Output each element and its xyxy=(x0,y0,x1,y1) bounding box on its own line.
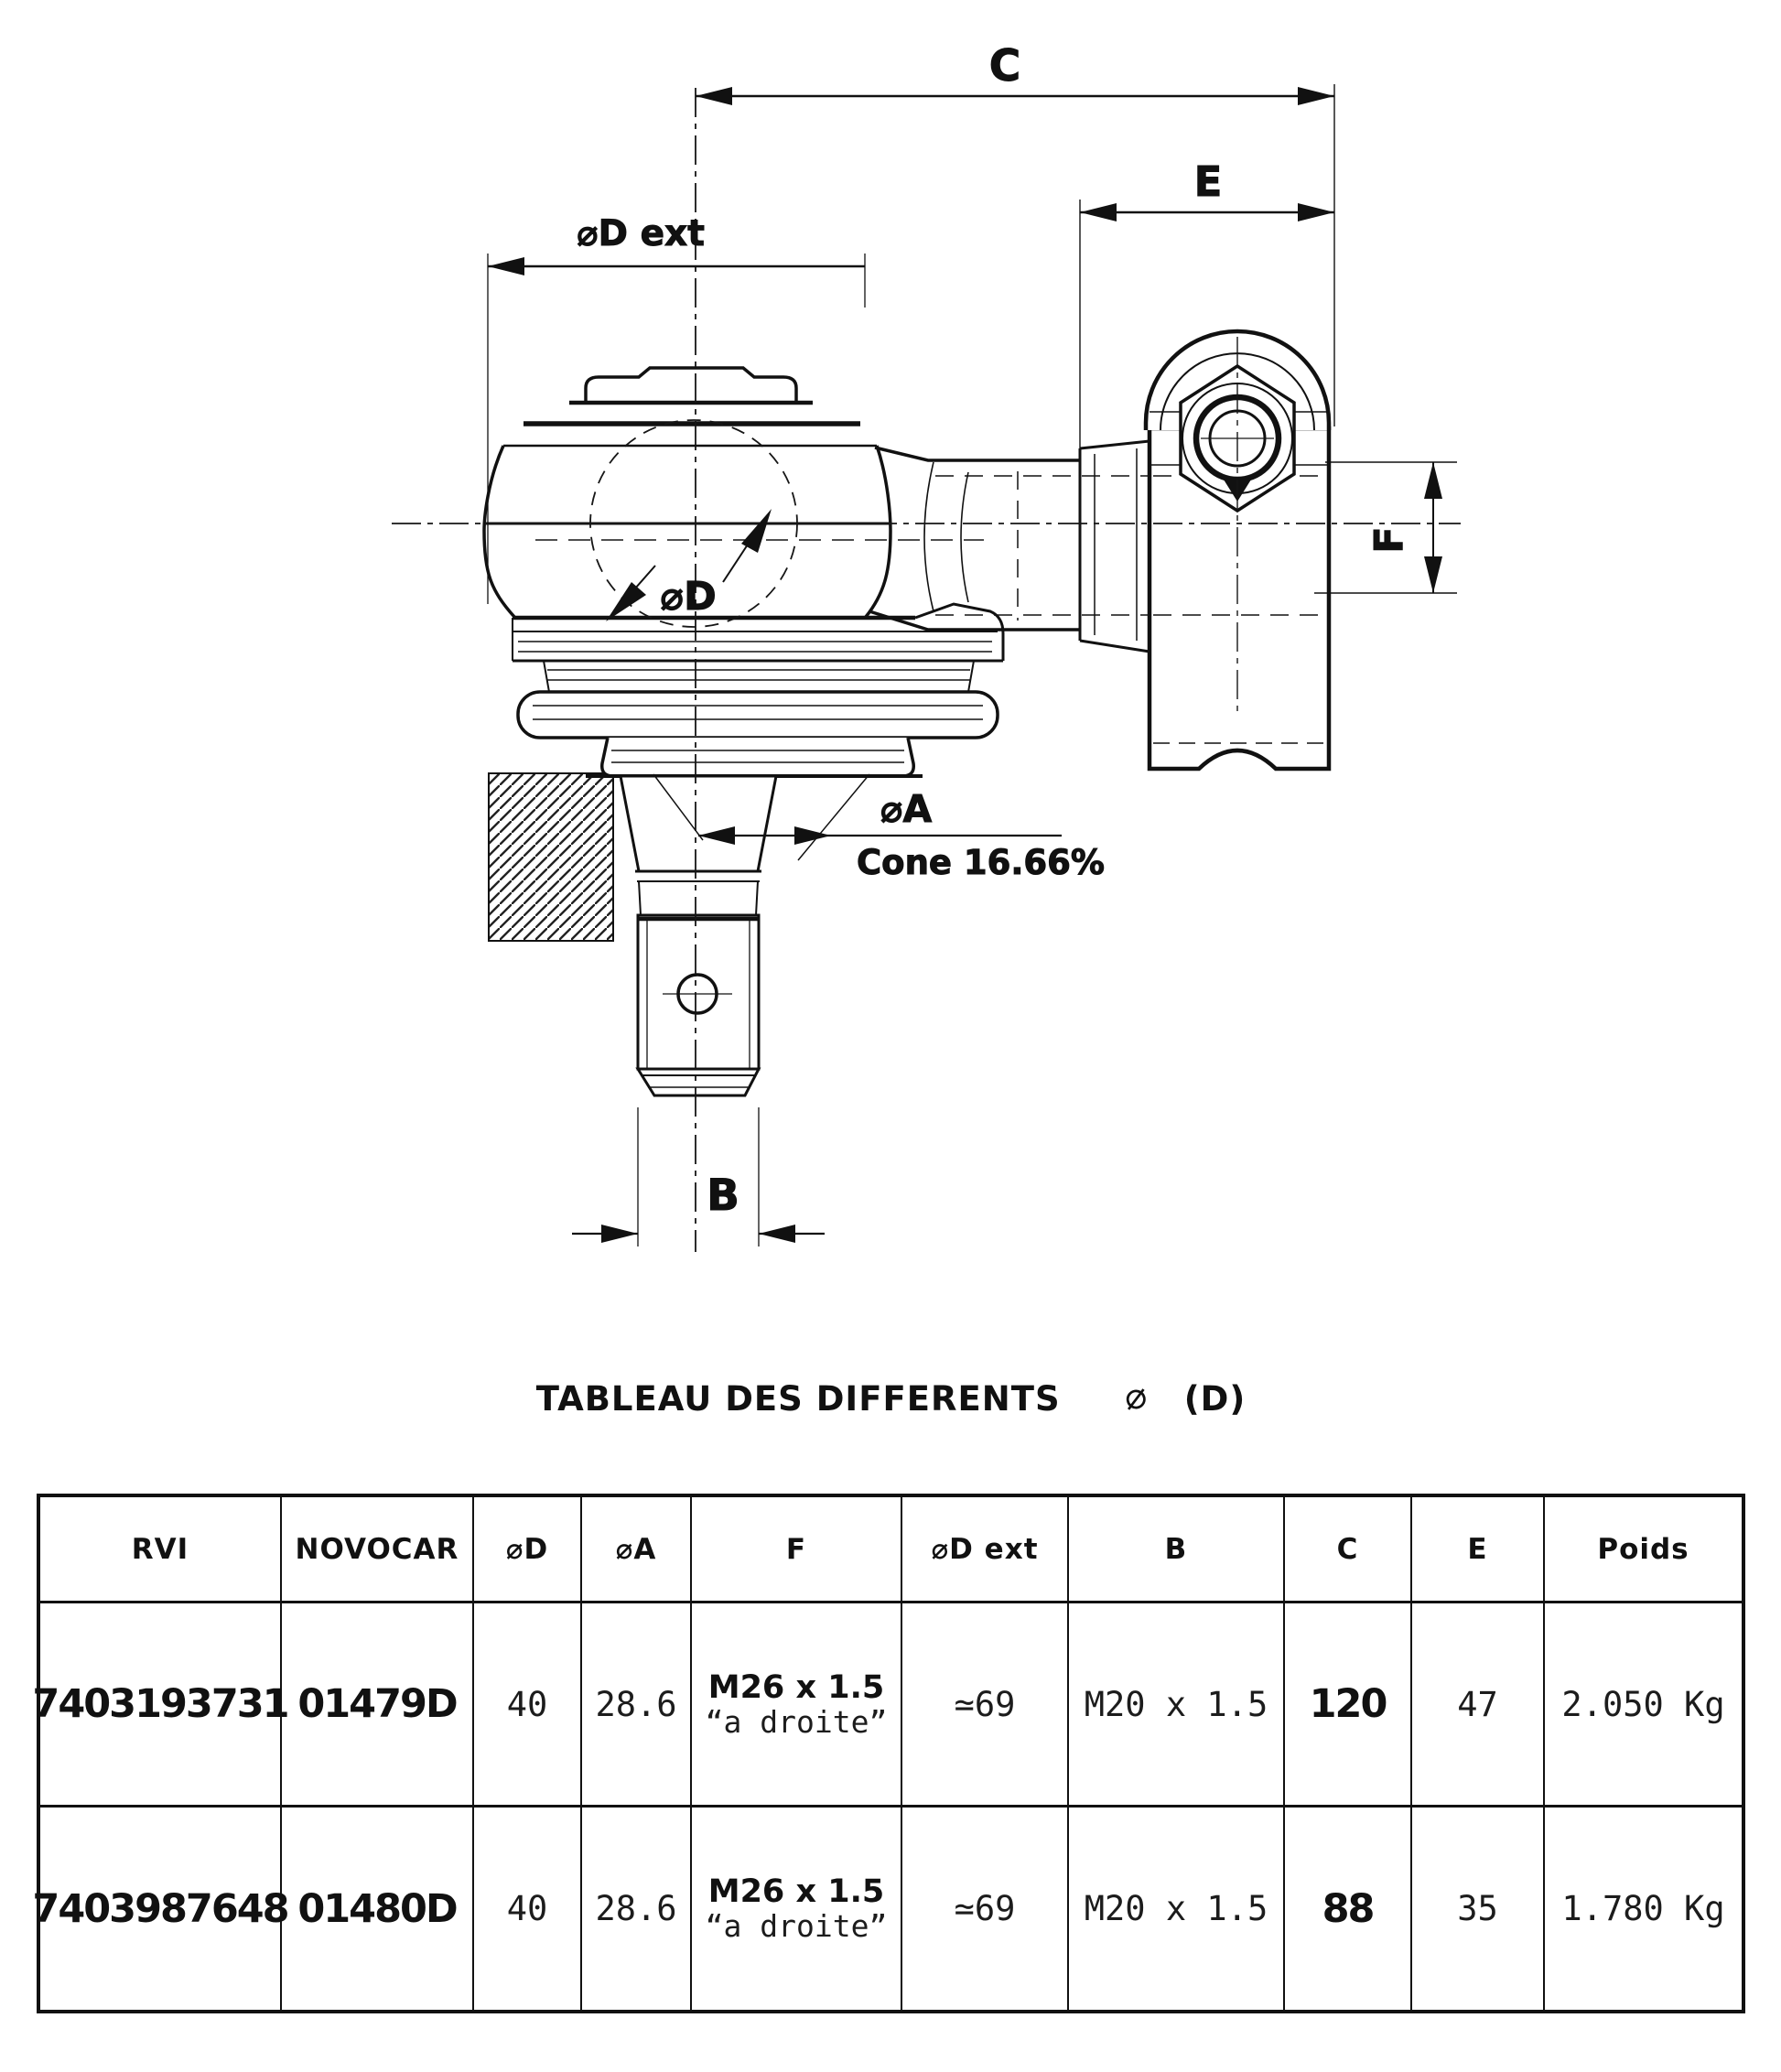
spec-table xyxy=(32,1494,1745,2013)
row2-d: 40 xyxy=(474,1808,582,2010)
row1-c: 120 xyxy=(1285,1603,1412,1808)
mounting-wall-section xyxy=(489,773,613,941)
dimension-f xyxy=(1314,462,1457,593)
col-header-novocar: NOVOCAR xyxy=(282,1497,474,1603)
dimension-b xyxy=(572,1107,825,1246)
row1-f: M26 x 1.5 “a droite” xyxy=(692,1603,902,1808)
dim-c-label: C xyxy=(988,41,1021,92)
row1-d-ext: ≃69 xyxy=(902,1603,1069,1808)
sphere-callout xyxy=(606,509,772,621)
row2-b: M20 x 1.5 xyxy=(1069,1808,1285,2010)
row1-novocar: 01479D xyxy=(282,1603,474,1808)
col-header-e: E xyxy=(1412,1497,1545,1603)
dim-e-label: E xyxy=(1193,157,1223,206)
row1-b: M20 x 1.5 xyxy=(1069,1603,1285,1808)
col-header-d-ext: ⌀D ext xyxy=(902,1497,1069,1603)
row2-novocar: 01480D xyxy=(282,1808,474,2010)
dim-d-label: ⌀D xyxy=(660,574,717,620)
table-title-text: TABLEAU DES DIFFERENTS xyxy=(535,1378,1061,1419)
row2-f: M26 x 1.5 “a droite” xyxy=(692,1808,902,2010)
row2-d-ext: ≃69 xyxy=(902,1808,1069,2010)
row2-rvi: 7403987648 xyxy=(40,1808,282,2010)
row2-poids: 1.780 Kg xyxy=(1561,1889,1725,1928)
dim-a-label: ⌀A xyxy=(880,787,933,831)
cone-note: Cone 16.66% xyxy=(857,843,1105,882)
row1-poids: 2.050 Kg xyxy=(1545,1603,1742,1808)
col-header-a: ⌀A xyxy=(582,1497,692,1603)
diameter-symbol: ⌀ xyxy=(1121,1374,1150,1419)
row2-e: 35 xyxy=(1412,1808,1545,2010)
col-header-f: F xyxy=(692,1497,902,1603)
tapered-stud xyxy=(621,776,776,1095)
dim-b-label: B xyxy=(707,1171,739,1221)
table-title xyxy=(37,1373,1745,1424)
table-title-suffix: (D) xyxy=(1183,1378,1247,1419)
dim-d-ext-label: ⌀D ext xyxy=(577,213,705,254)
row1-rvi: 7403193731 xyxy=(40,1603,282,1808)
clamp-collar xyxy=(1080,441,1150,652)
row1-d: 40 xyxy=(474,1603,582,1808)
row2-a: 28.6 xyxy=(582,1808,692,2010)
row1-e: 47 xyxy=(1412,1603,1545,1808)
col-header-rvi: RVI xyxy=(40,1497,282,1603)
ball-housing xyxy=(484,368,968,617)
row1-a: 28.6 xyxy=(582,1603,692,1808)
col-header-d: ⌀D xyxy=(474,1497,582,1603)
col-header-b: B xyxy=(1069,1497,1285,1603)
dim-f-label: F xyxy=(1366,526,1412,554)
row2-c: 88 xyxy=(1285,1808,1412,2010)
dimension-d-ext xyxy=(488,213,865,604)
col-header-poids: Poids xyxy=(1545,1497,1742,1603)
col-header-c: C xyxy=(1285,1497,1412,1603)
